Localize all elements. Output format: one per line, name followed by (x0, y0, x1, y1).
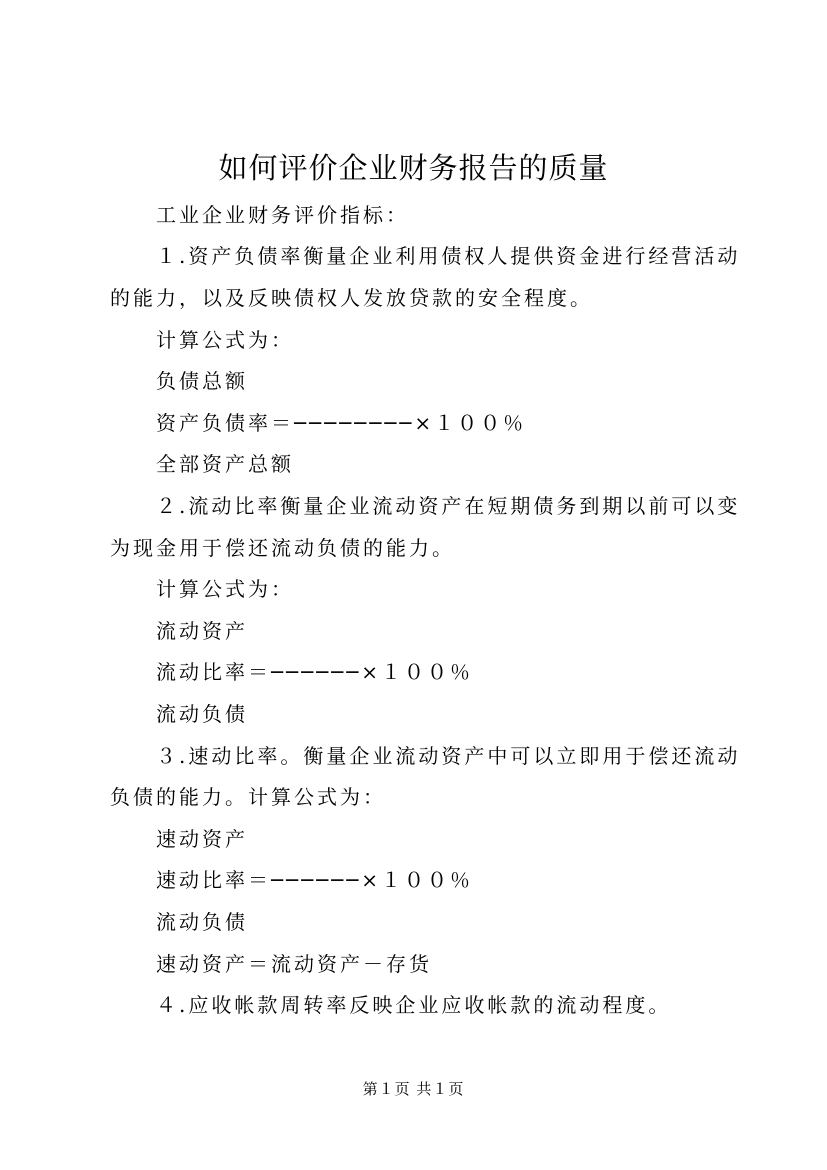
paragraph-line: 计算公式为： (156, 577, 294, 601)
paragraph-line: 的能力，以及反映债权人发放贷款的安全程度。 (110, 286, 593, 310)
paragraph-line: １.资产负债率衡量企业利用债权人提供资金进行经营活动 (156, 244, 741, 268)
paragraph-line: ２.流动比率衡量企业流动资产在短期债务到期以前可以变 (156, 494, 741, 518)
formula-line: 资产负债率＝────────×１００％ (156, 411, 527, 435)
formula-denominator: 流动负债 (156, 910, 248, 934)
page-footer: 第１页 共１页 (362, 1080, 465, 1098)
formula-numerator: 流动资产 (156, 619, 248, 643)
formula-denominator: 流动负债 (156, 702, 248, 726)
paragraph-line: ３.速动比率。衡量企业流动资产中可以立即用于偿还流动 (156, 744, 741, 768)
paragraph-line: 速动资产＝流动资产－存货 (156, 952, 432, 976)
paragraph-line: ４.应收帐款周转率反映企业应收帐款的流动程度。 (156, 993, 672, 1017)
paragraph-line: 计算公式为： (156, 328, 294, 352)
document-title: 如何评价企业财务报告的质量 (218, 151, 609, 185)
formula-line: 流动比率＝──────×１００％ (156, 660, 474, 684)
formula-denominator: 全部资产总额 (156, 452, 294, 476)
formula-numerator: 负债总额 (156, 369, 248, 393)
paragraph-line: 为现金用于偿还流动负债的能力。 (110, 536, 455, 560)
paragraph-line: 工业企业财务评价指标： (156, 203, 409, 227)
formula-numerator: 速动资产 (156, 827, 248, 851)
paragraph-line: 负债的能力。计算公式为： (110, 785, 386, 809)
formula-line: 速动比率＝──────×１００％ (156, 868, 474, 892)
